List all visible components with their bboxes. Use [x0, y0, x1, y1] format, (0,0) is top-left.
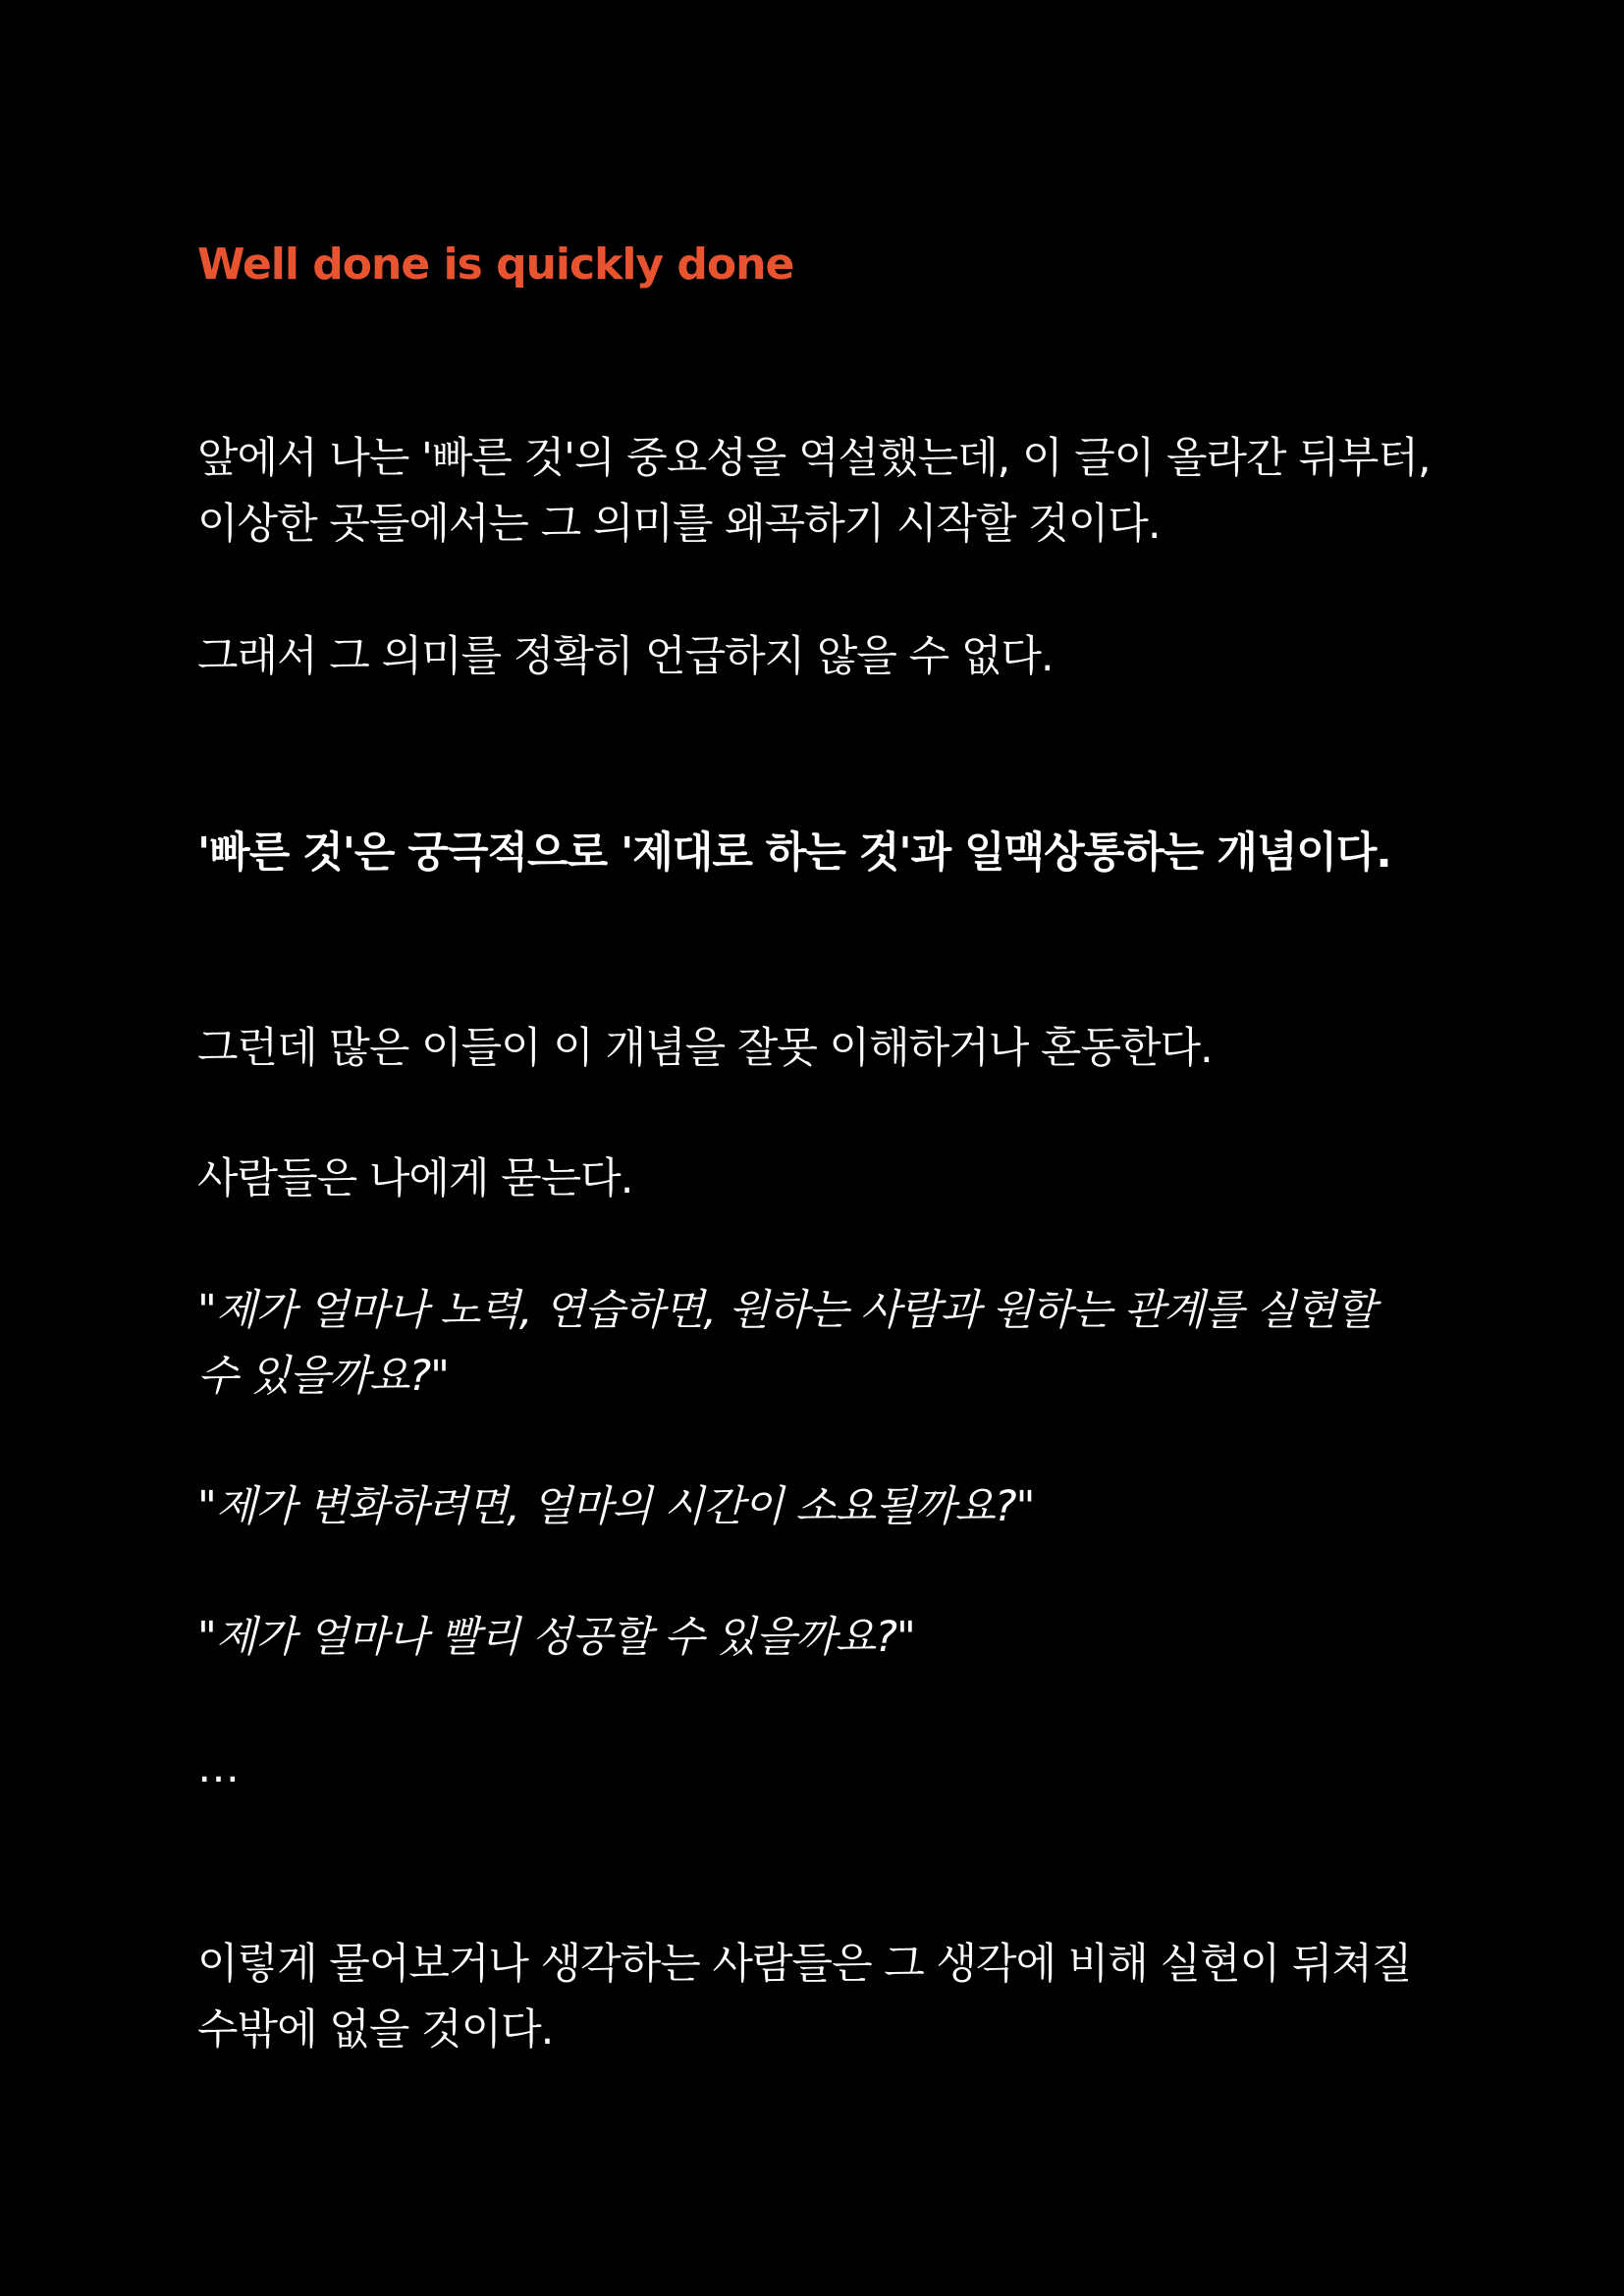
paragraph-3-line-1: 그런데 많은 이들이 이 개념을 잘못 이해하거나 혼동한다. [197, 1024, 1213, 1073]
paragraph-1-line-1: 앞에서 나는 '빠른 것'의 중요성을 역설했는데, 이 글이 올라간 뒤부터, [197, 434, 1431, 483]
page-title: Well done is quickly done [197, 240, 794, 290]
paragraph-5-line-1: 이렇게 물어보거나 생각하는 사람들은 그 생각에 비해 실현이 뒤쳐질 [197, 1940, 1412, 1989]
paragraph-4-line-1: 사람들은 나에게 묻는다. [197, 1154, 633, 1203]
quote-1-line-2: 수 있을까요?" [197, 1352, 449, 1401]
paragraph-5-line-2: 수밖에 없을 것이다. [197, 2005, 554, 2055]
paragraph-1-line-2: 이상한 곳들에서는 그 의미를 왜곡하기 시작할 것이다. [197, 500, 1161, 549]
paragraph-2-line-1: 그래서 그 의미를 정확히 언급하지 않을 수 없다. [197, 632, 1054, 681]
ellipsis: … [197, 1743, 239, 1792]
quote-2-line-1: "제가 변화하려면, 얼마의 시간이 소요될까요?" [197, 1482, 1035, 1531]
emphasis-statement: '빠른 것'은 궁극적으로 '제대로 하는 것'과 일맥상통하는 개념이다. [197, 828, 1391, 878]
quote-3-line-1: "제가 얼마나 빨리 성공할 수 있을까요?" [197, 1613, 915, 1662]
quote-1-line-1: "제가 얼마나 노력, 연습하면, 원하는 사람과 원하는 관계를 실현할 [197, 1286, 1376, 1335]
